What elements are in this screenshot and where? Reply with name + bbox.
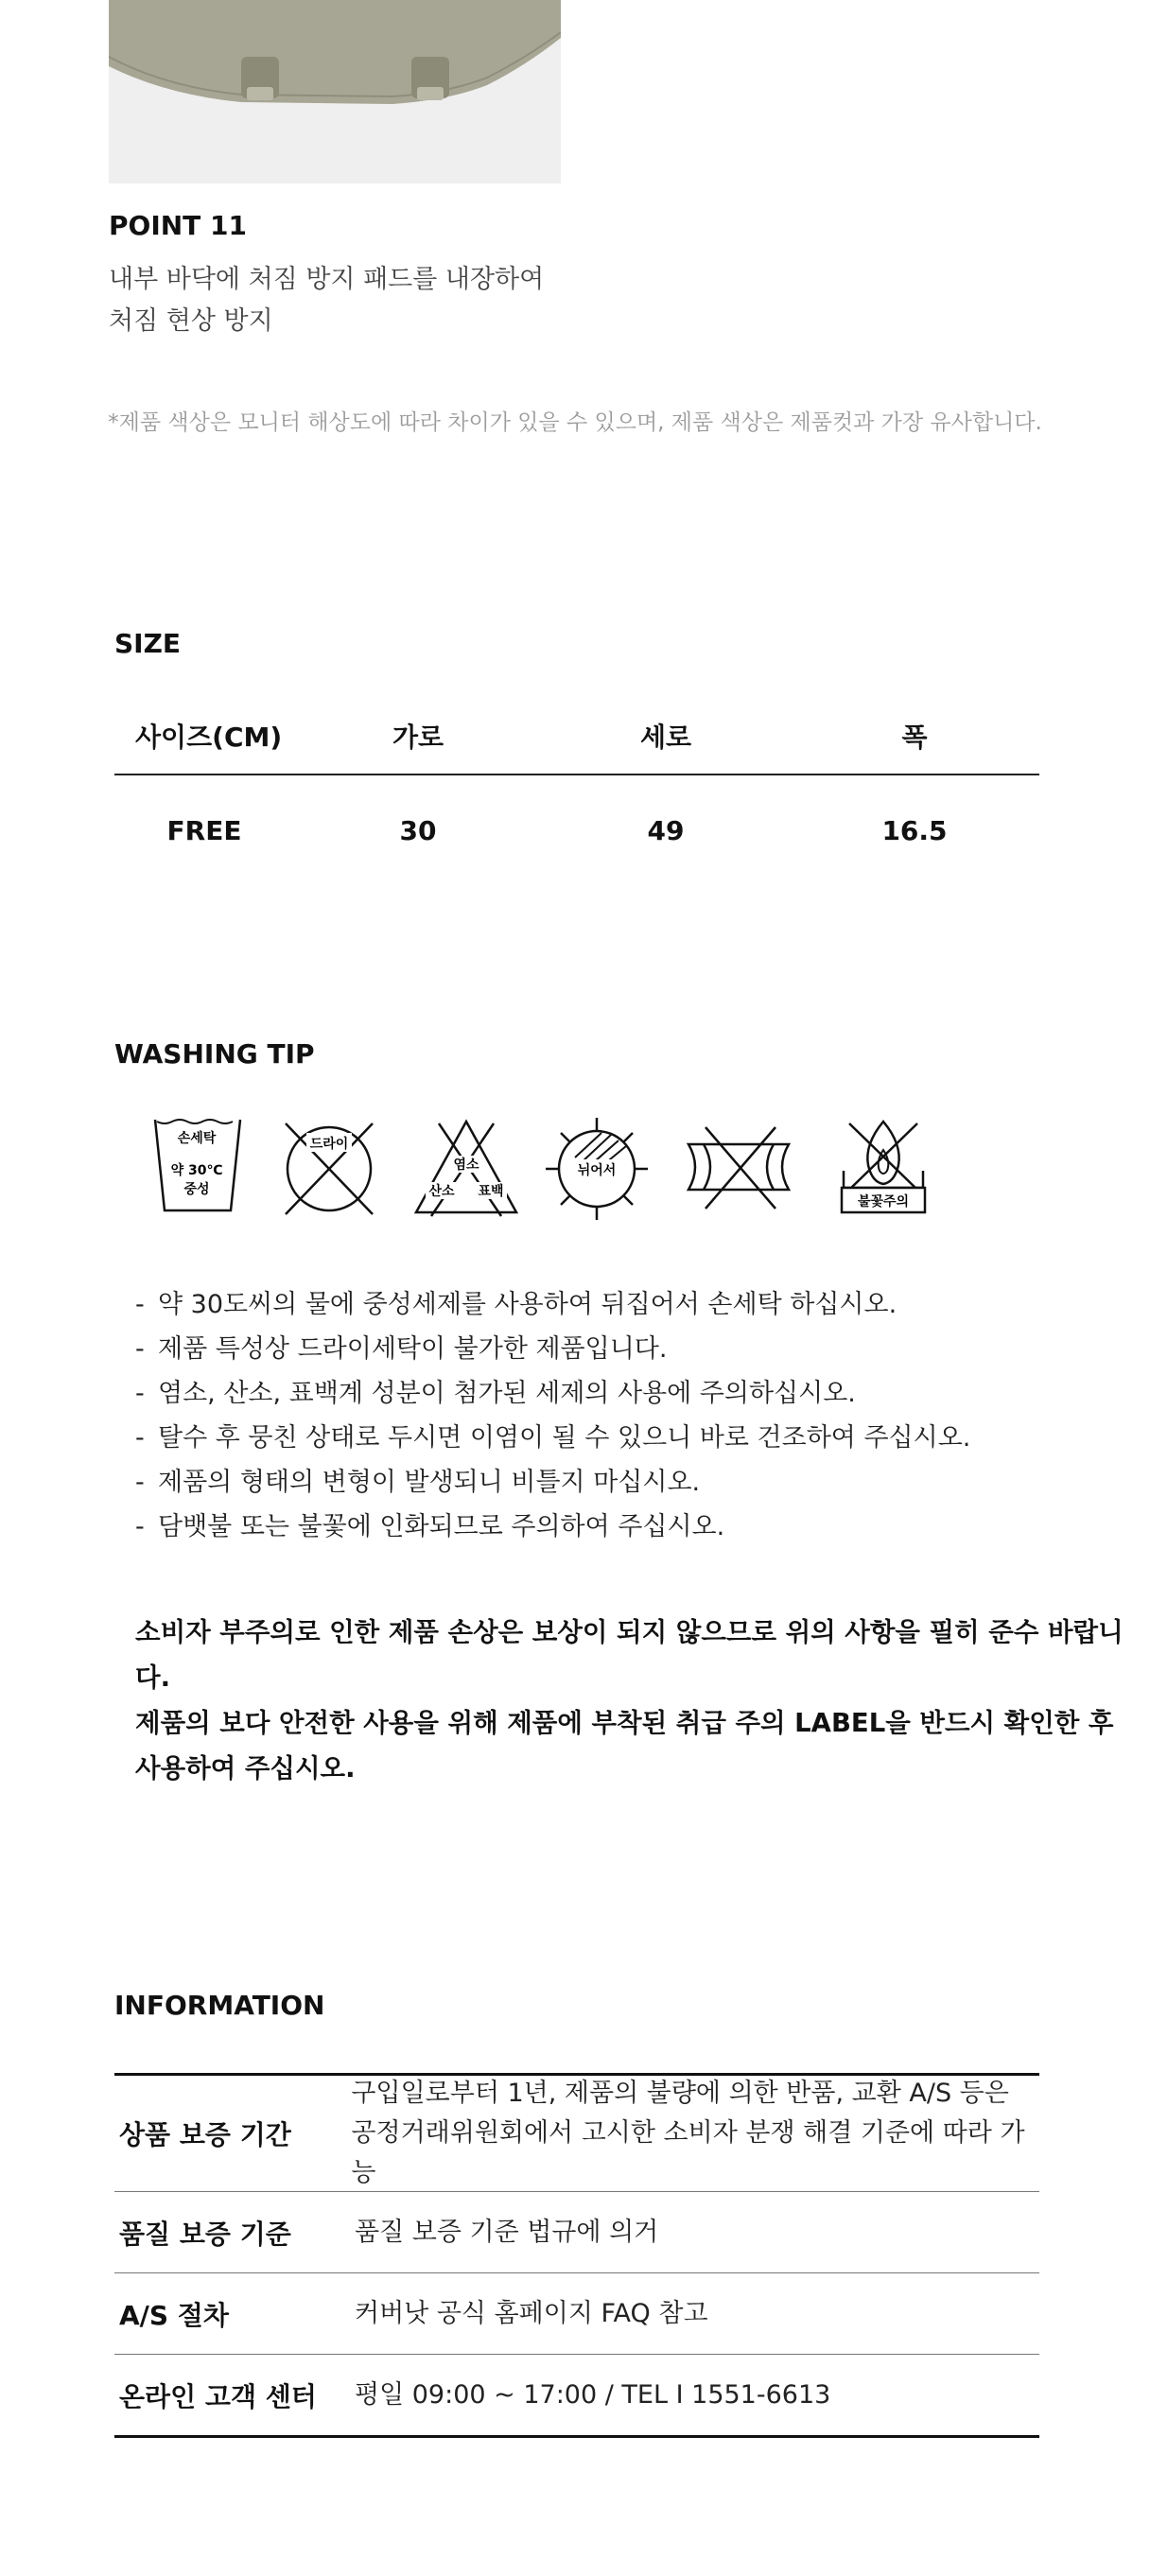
no-bleach-icon	[410, 1116, 522, 1218]
color-disclaimer: *제품 색상은 모니터 해상도에 따라 차이가 있을 수 있으며, 제품 색상은 제품컷과 가장 유사합니다.	[108, 410, 1042, 435]
size-header-cell: 세로	[639, 722, 692, 753]
care-icons	[151, 1116, 984, 1220]
caution-notice	[135, 1610, 1150, 1791]
size-cell: 30	[399, 814, 437, 846]
list-item: - 담뱃불 또는 불꽃에 인화되므로 주의하여 주십시오.	[135, 1505, 970, 1549]
keep-away-fire-icon	[836, 1116, 931, 1218]
table-row	[114, 2272, 1039, 2354]
list-item: - 약 30도씨의 물에 중성세제를 사용하여 뒤집어서 손세탁 하십시오.	[135, 1282, 970, 1327]
point-title: POINT 11	[109, 210, 247, 241]
info-label: 품질 보증 기준	[119, 2218, 291, 2250]
table-row	[114, 2076, 1039, 2191]
no-wring-icon	[685, 1116, 793, 1218]
hand-wash-text: 손세탁	[177, 1131, 217, 1146]
list-item: - 제품의 형태의 변형이 발생되니 비틀지 마십시오.	[135, 1460, 970, 1505]
info-value: 평일 09:00 ~ 17:00 / TEL I 1551-6613	[355, 2379, 831, 2410]
no-bleach-text: 염소	[453, 1157, 479, 1173]
no-tumble-dry-text: 뉘어서	[577, 1163, 617, 1178]
point-desc-line: 처짐 현상 방지	[109, 306, 273, 336]
information-table	[114, 2073, 1039, 2438]
point-desc-line: 내부 바닥에 처짐 방지 패드를 내장하여	[109, 265, 545, 294]
size-header-cell: 사이즈(CM)	[135, 722, 283, 753]
size-cell: FREE	[166, 814, 242, 846]
point-description	[109, 259, 544, 342]
no-dry-clean-text: 드라이	[309, 1137, 349, 1152]
washing-section-title: WASHING TIP	[114, 1038, 315, 1070]
tip-text: 담뱃불 또는 불꽃에 인화되므로 주의하여 주십시오.	[158, 1512, 725, 1541]
size-table-header	[114, 698, 1039, 775]
size-table	[114, 698, 1039, 885]
table-row	[114, 2354, 1039, 2435]
hand-wash-icon	[151, 1116, 250, 1218]
washing-tips-list	[135, 1282, 970, 1549]
info-label: 상품 보증 기간	[119, 2119, 291, 2150]
no-bleach-text: 산소	[428, 1184, 455, 1199]
info-label: A/S 절차	[119, 2299, 229, 2331]
info-value-line: 구입일로부터 1년, 제품의 불량에 의한 반품, 교환 A/S 등은	[351, 2079, 1009, 2108]
table-row	[114, 2191, 1039, 2272]
information-section-title: INFORMATION	[114, 1990, 325, 2021]
tip-text: 탈수 후 뭉친 상태로 두시면 이염이 될 수 있으니 바로 건조하여 주십시오.	[158, 1423, 971, 1453]
no-dry-clean-icon	[278, 1116, 380, 1218]
tip-text: 약 30도씨의 물에 중성세제를 사용하여 뒤집어서 손세탁 하십시오.	[158, 1290, 897, 1319]
tip-text: 제품 특성상 드라이세탁이 불가한 제품입니다.	[158, 1334, 668, 1364]
no-tumble-dry-icon	[543, 1116, 651, 1222]
hand-wash-text: 중성	[183, 1182, 210, 1197]
size-section-title: SIZE	[114, 628, 182, 659]
info-value: 커버낫 공식 홈페이지 FAQ 참고	[355, 2298, 708, 2328]
info-value: 품질 보증 기준 법규에 의거	[355, 2217, 659, 2247]
size-header-cell: 폭	[901, 722, 928, 753]
notice-line: 사용하여 주십시오.	[135, 1753, 356, 1784]
list-item: - 제품 특성상 드라이세탁이 불가한 제품입니다.	[135, 1327, 970, 1371]
bag-bottom-image	[109, 0, 561, 183]
product-photo	[109, 0, 561, 183]
list-item: - 탈수 후 뭉친 상태로 두시면 이염이 될 수 있으니 바로 건조하여 주십시오.	[135, 1416, 970, 1460]
info-label: 온라인 고객 센터	[119, 2380, 317, 2412]
notice-line: 소비자 부주의로 인한 제품 손상은 보상이 되지 않으므로 위의 사항을 필히 준수 바랍니다.	[135, 1617, 1124, 1693]
notice-line: 제품의 보다 안전한 사용을 위해 제품에 부착된 취급 주의 LABEL을 반드시 확인한 후	[135, 1708, 1114, 1738]
size-cell: 49	[647, 814, 685, 846]
size-cell: 16.5	[881, 814, 948, 846]
info-value	[351, 2074, 1039, 2193]
info-value-line: 공정거래위원회에서 고시한 소비자 분쟁 해결 기준에 따라 가능	[351, 2118, 1025, 2187]
keep-away-fire-text: 불꽃주의	[857, 1194, 910, 1210]
hand-wash-text: 약 30℃	[170, 1163, 223, 1178]
size-table-row	[114, 775, 1039, 885]
tip-text: 염소, 산소, 표백계 성분이 첨가된 세제의 사용에 주의하십시오.	[158, 1379, 856, 1408]
tip-text: 제품의 형태의 변형이 발생되니 비틀지 마십시오.	[158, 1468, 701, 1497]
no-bleach-text: 표백	[478, 1184, 504, 1199]
size-header-cell: 가로	[392, 722, 444, 753]
list-item: - 염소, 산소, 표백계 성분이 첨가된 세제의 사용에 주의하십시오.	[135, 1371, 970, 1416]
